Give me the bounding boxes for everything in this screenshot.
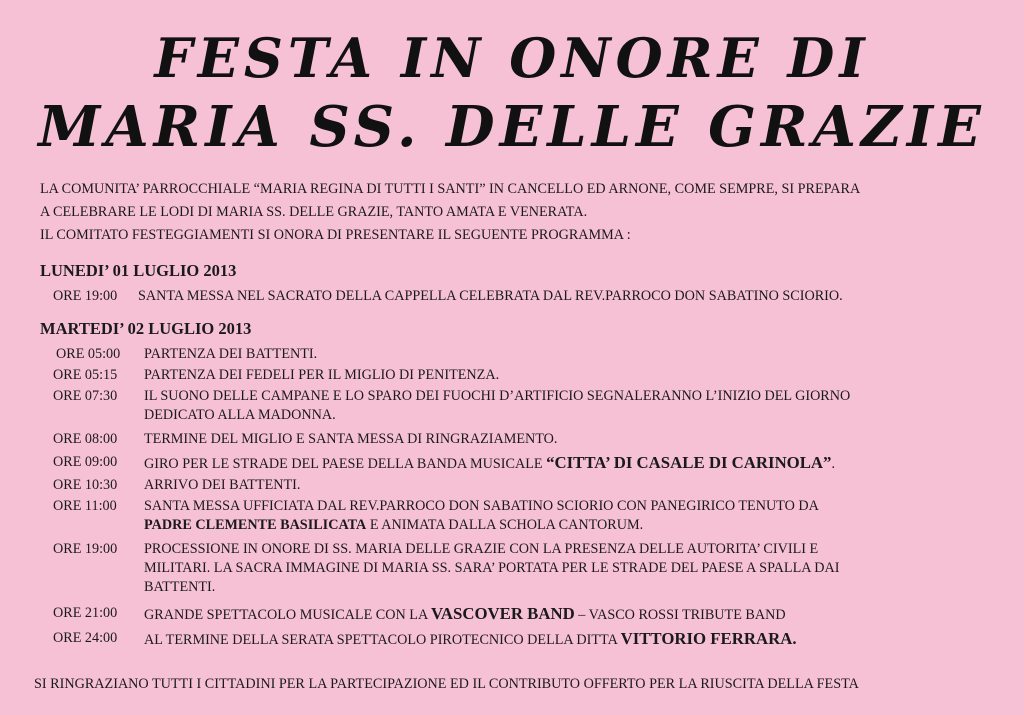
intro-line-3: IL COMITATO FESTEGGIAMENTI SI ONORA DI PRESENTARE IL SEGUENTE PROGRAMMA : [40, 227, 631, 243]
event-text-post: E ANIMATA DALLA SCHOLA CANTORUM. [366, 517, 644, 533]
event-text-pre: GRANDE SPETTACOLO MUSICALE CON LA [144, 607, 431, 623]
event-text-pre: AL TERMINE DELLA SERATA SPETTACOLO PIROTECNICO DELLA DITTA [144, 632, 621, 648]
event-time: ORE 08:00 [53, 431, 118, 447]
event-text-cont: BATTENTI. [144, 579, 216, 595]
title-line-1: FESTA IN ONORE DI [154, 26, 870, 90]
event-text: PROCESSIONE IN ONORE DI SS. MARIA DELLE GRAZIE CON LA PRESENZA DELLE AUTORITA’ CIVILI E [144, 541, 819, 557]
event-text [144, 629, 1004, 650]
event-time: ORE 11:00 [53, 498, 117, 514]
band-name: VASCOVER BAND [430, 604, 575, 623]
event-time: ORE 24:00 [53, 630, 118, 646]
event-text: ARRIVO DEI BATTENTI. [144, 477, 301, 493]
event-text-pre: GIRO PER LE STRADE DEL PAESE DELLA BANDA MUSICALE [144, 456, 547, 472]
event-text [144, 453, 1004, 474]
event-time: ORE 05:00 [56, 346, 121, 362]
event-time: ORE 09:00 [53, 454, 118, 470]
event-text-post: . [831, 456, 835, 472]
event-time: ORE 10:30 [53, 477, 118, 493]
event-time: ORE 05:15 [53, 367, 118, 383]
intro-line-1: LA COMUNITA’ PARROCCHIALE “MARIA REGINA DI TUTTI I SANTI” IN CANCELLO ED ARNONE, COME SEMPRE, SI PREPARA [40, 181, 861, 197]
event-text: IL SUONO DELLE CAMPANE E LO SPARO DEI FUOCHI D’ARTIFICIO SEGNALERANNO L’INIZIO DEL GIORNO [144, 388, 851, 404]
speaker-name: PADRE CLEMENTE BASILICATA [144, 517, 367, 533]
event-time: ORE 21:00 [53, 605, 118, 621]
day-heading-1: LUNEDI’ 01 LUGLIO 2013 [40, 261, 237, 280]
event-time: ORE 19:00 [53, 288, 118, 304]
event-text-cont [144, 516, 1004, 535]
event-text-cont: MILITARI. LA SACRA IMMAGINE DI MARIA SS. SARA’ PORTATA PER LE STRADE DEL PAESE A SPALLA DAI [144, 560, 840, 576]
event-text: PARTENZA DEI BATTENTI. [144, 346, 318, 362]
footer-thanks: SI RINGRAZIANO TUTTI I CITTADINI PER LA PARTECIPAZIONE ED IL CONTRIBUTO OFFERTO PER LA RIUSCITA DELLA FESTA [34, 676, 859, 692]
fireworks-company: VITTORIO FERRARA. [620, 629, 797, 648]
day-heading-2: MARTEDI’ 02 LUGLIO 2013 [40, 319, 252, 338]
event-time: ORE 07:30 [53, 388, 118, 404]
event-text: SANTA MESSA NEL SACRATO DELLA CAPPELLA CELEBRATA DAL REV.PARROCO DON SABATINO SCIORIO. [138, 288, 843, 304]
event-text-post: – VASCO ROSSI TRIBUTE BAND [574, 607, 786, 623]
event-time: ORE 19:00 [53, 541, 118, 557]
event-text-cont: DEDICATO ALLA MADONNA. [144, 407, 336, 423]
event-text: PARTENZA DEI FEDELI PER IL MIGLIO DI PENITENZA. [144, 367, 500, 383]
intro-line-2: A CELEBRARE LE LODI DI MARIA SS. DELLE GRAZIE, TANTO AMATA E VENERATA. [40, 204, 588, 220]
event-text: SANTA MESSA UFFICIATA DAL REV.PARROCO DON SABATINO SCIORIO CON PANEGIRICO TENUTO DA [144, 498, 819, 514]
event-text: TERMINE DEL MIGLIO E SANTA MESSA DI RINGRAZIAMENTO. [144, 431, 558, 447]
band-name: “CITTA’ DI CASALE DI CARINOLA” [546, 453, 832, 472]
event-text [144, 604, 1004, 625]
title-line-2: MARIA SS. DELLE GRAZIE [38, 94, 986, 160]
